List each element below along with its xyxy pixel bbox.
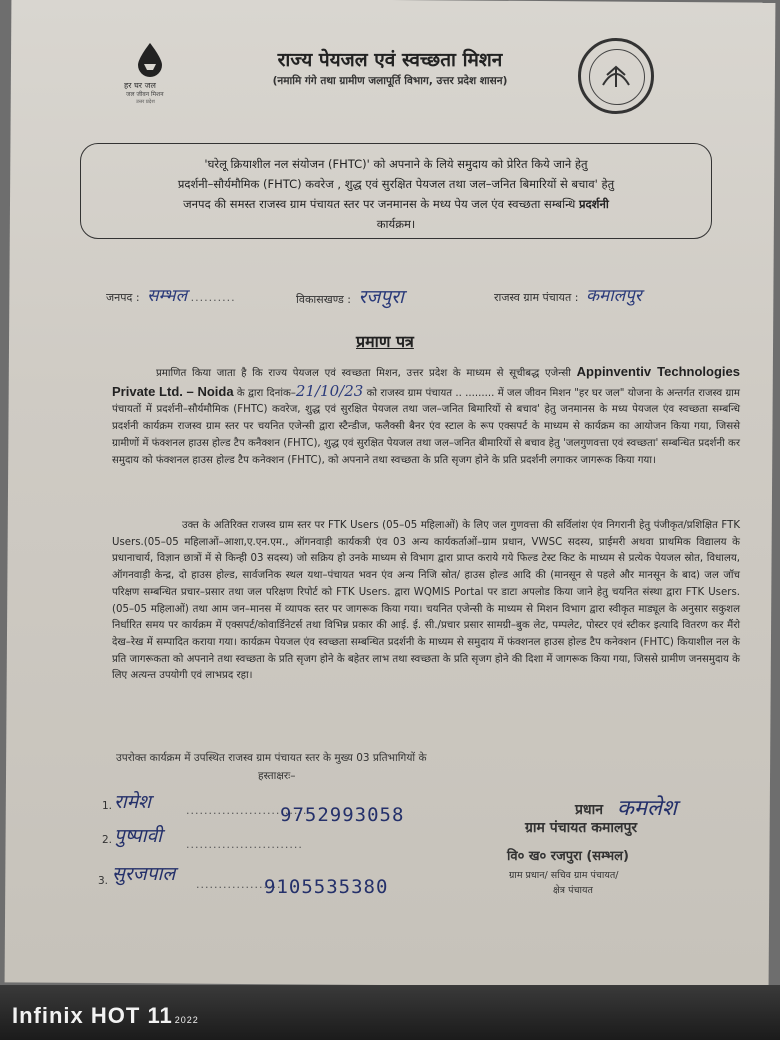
camera-watermark	[12, 1003, 199, 1029]
watermark-year: 2022	[174, 1015, 199, 1025]
banner-line-3-bold: प्रदर्शनी	[579, 197, 609, 211]
block-label: विकासखण्ड :	[296, 293, 352, 306]
p1-intro: प्रमाणित किया जाता है कि राज्य पेयजल एवं स्वच्छता मिशन, उत्तर प्रदेश के माध्यम से सूचीबद्ध एजेन्सी	[156, 368, 571, 379]
block-field	[296, 283, 404, 309]
banner-line-1: 'घरेलू क्रियाशील नल संयोजन (FHTC)' को अपनाने के लिये समुदाय को प्रेरित किये जाने हेतु	[204, 157, 588, 171]
district-field: जनपद : सम्भल ..........	[106, 286, 236, 306]
panchayat-field	[494, 283, 642, 306]
har-ghar-jal-logo	[118, 42, 188, 112]
watermark-brand: Infinix HOT 11	[12, 1003, 173, 1028]
p1-by-date: के द्वारा दिनांक–	[236, 387, 296, 399]
logo-caption-1: हर घर जल	[124, 81, 156, 90]
page-title: राज्य पेयजल एवं स्वच्छता मिशन	[277, 49, 503, 71]
banner-line-3	[99, 194, 693, 214]
certificate-title: प्रमाण पत्र	[356, 332, 414, 351]
panchayat-value: कमालपुर	[585, 286, 642, 306]
signature-3-number: 3.	[98, 875, 109, 887]
p1-body: ......... में जल जीवन मिशन "हर घर जल" योजना के अन्तर्गत राजस्व ग्राम पंचायतों में प्रदर्शनी–सौर्यमौमिक (FHTC) कवरेज, शुद्ध एवं सुरक्षित पेयजल तथा जल–जनित बिमारियों से बचाव' हेतु जनमानस के मध्य पेयजल एंव स्वच्छता सम्बन्धि प्रदर्शनी कार्यक्रम राजस्व ग्राम स्तर पर चयनित एजेन्सी द्वारा स्टैन्डीज, फलैक्सी बैनर एंव स्टाल के रूप एक्सपर्ट के माध्यम से कार्यक्रम का आयोजन किया गया, जिससे ग्रामीणों में फंक्शनल हाउस होल्ड टैप कनैक्शन (FHTC), शुद्ध एवं सुरक्षित पेयजल तथा जल–जनित बीमारियों से बचाव हेतु 'जलगुणवत्ता एवं स्वच्छता' सम्बन्धित प्रदर्शनी कर समुदाय को फंक्शनल हाउस होल्ड टैप कनेक्शन (FHTC), को अपनाने तथा स्वच्छता के प्रति सृजग होने के प्रति प्रदर्शनी लगाकर जागरूक किया गया।	[112, 387, 740, 466]
signature-1-name: रामेश	[114, 791, 151, 813]
signature-2-name: पुष्पावी	[114, 825, 163, 847]
panchayat-label: राजस्व ग्राम पंचायत :	[494, 291, 579, 304]
signature-1-number: 1.	[102, 800, 113, 812]
signature-3-name: सुरजपाल	[112, 863, 176, 885]
water-drop-icon	[136, 42, 164, 78]
body-paragraph-1	[112, 364, 740, 469]
block-value: रजपुरा	[358, 286, 404, 308]
district-label: जनपद :	[106, 291, 140, 304]
banner-line-3-text: जनपद की समस्त राजस्व ग्राम पंचायत स्तर पर जनमानस के मध्य पेय जल एंव स्वच्छता सम्बन्धि	[183, 197, 576, 211]
signature-1-phone: 9752993058	[280, 804, 405, 826]
emblem-fish-icon	[597, 57, 635, 95]
stamp-block: वि० ख० रजपुरा (सम्भल)	[507, 849, 629, 864]
pradhan-label: प्रधान	[575, 802, 603, 818]
stamp-designation: ग्राम प्रधान/ सचिव ग्राम पंचायत/	[509, 870, 619, 881]
logo-caption-3: उत्तर प्रदेश	[136, 99, 155, 105]
signature-2-number: 2.	[102, 834, 113, 846]
signature-hastakshar: हस्ताक्षरः–	[258, 770, 296, 782]
signature-intro: उपरोक्त कार्यक्रम में उपस्थित राजस्व ग्राम पंचायत स्तर के मुख्य 03 प्रतिभागियों के	[116, 752, 427, 764]
body-paragraph-2: उक्त के अतिरिक्त राजस्व ग्राम स्तर पर FTK Users (05–05 महिलाओं) के लिए जल गुणवत्ता की सर्विलांश एंव निगरानी हेतु पंजीकृत/प्रशिक्षित FTK Users.(05–05 महिलाओं–आशा,ए.एन.एम., ऑगनवाड़ी कार्यकत्री एंव 03 अन्य कार्यकर्ताओं–ग्राम प्रधान, VWSC सदस्य, प्राईमरी अथवा प्राथमिक विद्यालय के प्रधानाचार्य, विज्ञान छात्रों में से किन्ही 03 सदस्य) जो सक्रिय हो उनके माध्यम से विभाग द्वारा प्राप्त कराये गये फिल्ड टेस्ट किट के माध्यम से प्रत्येक पेयजल स्रोत, विधालय, ऑगनवाड़ी केन्द्र, दो हाउस होल्ड, सार्वजनिक स्थल यथा–पंचायत भवन एंव अन्य निजि स्रोत/ हाउस होल्ड आदि की (मानसून से पहले और मानसून के बाद) जल जॉच परिक्षण सम्बन्धित प्रचार–प्रसार तथा जल परिक्षण रिपोर्ट को FTK Users. द्वारा WQMIS Portal पर डाटा अपलोड किया जाने हेतु चयनित संस्था द्वारा FTK Users.(05–05 महिलाओं) तथा आम जन–मानस में व्यापक स्तर पर जागरूक किया गया। चयनित एजेन्सी के माध्यम से मिशन विभाग द्वारा स्वीकृत माड्यूल के अनुसार सकुशल निर्धारित समय पर कार्यक्रम में एक्सपर्ट/कोवार्डिनेटर्स तथा विभिन्न प्रकार की आई. ई. सी./प्रचार प्रसार सामग्री–बुक लेट, पम्पलेट, पोस्टर एवं स्टीकर इत्यादि वितरण कर मैंरो देख–रेख में सम्पादित कराया गया। कार्यक्रम पेयजल एंव स्वच्छता सम्बन्धित प्रदर्शनी के माध्यम से समुदाय में फंक्शनल हाउस होल्ड टैप कनेक्शन (FHTC) कियाशील नल के प्रति जागरूकता को अपनाने तथा स्वच्छता के प्रति सृजग होने के बहेतर लाभ तथा स्वच्छता के प्रति सृजग होने की दिशा में जागरूक किया गया, जिससे ग्रामीण जनसमुदाय के लिए अत्यन्त उपयोगी एवं लाभप्रद रहा।	[112, 520, 741, 682]
agency-name: Appinventiv Technologies Private Ltd. – Noida	[112, 364, 740, 399]
page-subtitle: (नमामि गंगे तथा ग्रामीण जलापूर्ति विभाग, उत्तर प्रदेश शासन)	[272, 75, 508, 87]
program-banner	[80, 143, 712, 239]
signature-3-phone: 9105535380	[264, 876, 389, 898]
stamp-kshetra: क्षेत्र पंचायत	[553, 885, 593, 896]
p1-after-date: को राजस्व ग्राम पंचायत ..	[366, 387, 462, 399]
up-government-emblem-icon	[578, 38, 654, 114]
banner-line-4: कार्यक्रम।	[376, 217, 416, 231]
pradhan-stamp	[507, 794, 737, 898]
logo-caption-2: जल जीवन मिशन	[126, 91, 164, 98]
banner-line-2: प्रदर्शनी–सौर्यमौमिक (FHTC) कवरेज , शुद्ध एवं सुरक्षित पेयजल तथा जल–जनित बिमारियों से बचाव' हेतु	[177, 177, 615, 191]
district-value: सम्भल	[147, 286, 188, 306]
stamp-panchayat: ग्राम पंचायत कमालपुर	[525, 820, 638, 836]
pradhan-signature: कमलेश	[617, 796, 677, 821]
program-date: 21/10/23	[295, 381, 364, 400]
